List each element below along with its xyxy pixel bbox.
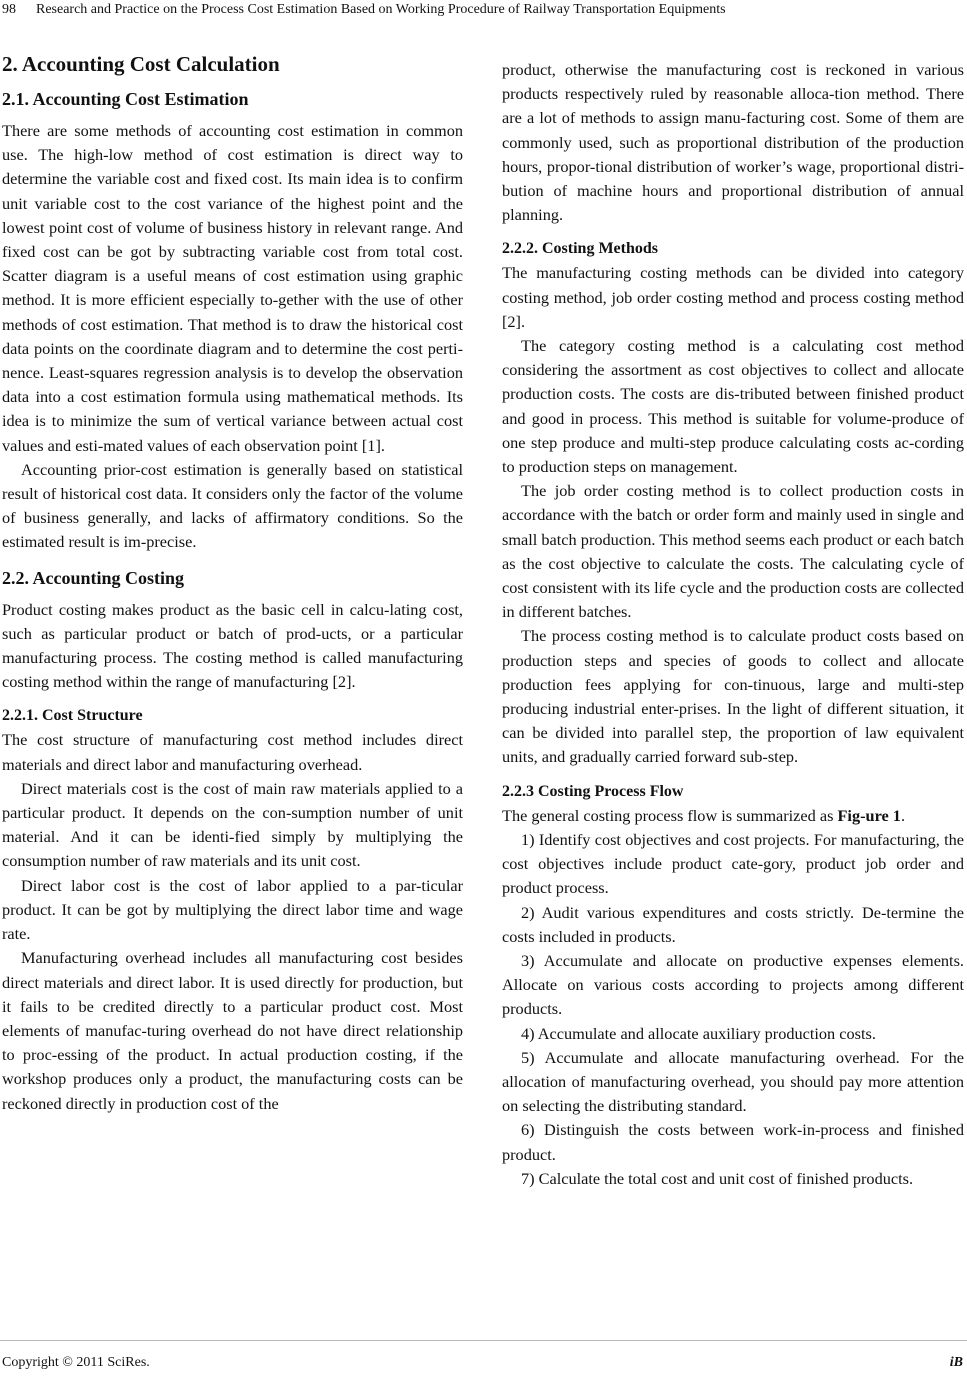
- footer-rule: [0, 1340, 967, 1341]
- copyright-notice: Copyright © 2011 SciRes.: [2, 1355, 150, 1370]
- paragraph: The cost structure of manufacturing cost method includes direct materials and direct labor and manufacturing overhead.: [2, 730, 463, 774]
- paragraph: Manufacturing overhead includes all manufacturing cost besides direct materials and direct labor. It is used directly for production, but it fails to be credited directly to a particular product cost. Most elements of manufac-turing overhead do not have direct relationship to proc-essing of the product. In actual production costing, if the workshop produces only a product, the manufacturing costs can be reckoned directly in production cost of the: [2, 948, 463, 1113]
- step-item: 4) Accumulate and allocate auxiliary production costs.: [521, 1023, 876, 1043]
- page-number: 98: [2, 2, 16, 17]
- section-heading-2-2-2: 2.2.2. Costing Methods: [502, 240, 659, 258]
- step-item: 7) Calculate the total cost and unit cost of finished products.: [521, 1168, 914, 1188]
- page-header: [0, 0, 967, 24]
- paragraph: There are some methods of accounting cost estimation in common use. The high-low method of cost estimation is direct way to determine the variable cost and fixed cost. Its main idea is to confirm unit variable cost to the cost variance of the highest point and the lowest point cost of volume of business history in relevant range. And fixed cost can be got by subtracting variable cost from total cost. Scatter diagram is a useful means of cost estimation using graphic method. It is more efficient especially to-gether with the use of other methods of cost estimation. That method is to draw the historical cost data points on the coordinate diagram and to determine the cost perti-nence. Least-squares regression analysis is to develop the observation data into a cost estimation formula using mathematical methods. Its idea is to minimize the sum of vertical variance between actual cost values and esti-mated values of each observation point [1].: [2, 121, 463, 455]
- paragraph: Direct materials cost is the cost of main raw materials applied to a particular product. It depends on the con-sumption number of unit material. And it can be identi-fied simply by multiplying the consumption number of raw materials and its unit cost.: [2, 778, 463, 871]
- running-title: Research and Practice on the Process Cost Estimation Based on Working Procedure of Railway Transportation Equipments: [36, 2, 726, 17]
- page-footer: [0, 1355, 967, 1379]
- step-item: 3) Accumulate and allocate on productive expenses elements. Allocate on various costs according to projects among different products.: [502, 950, 964, 1019]
- figure-reference-link[interactable]: Fig-ure 1: [837, 805, 901, 825]
- paragraph: Direct labor cost is the cost of labor applied to a par-ticular product. It can be got by multiplying the direct labor time and wage rate.: [2, 875, 463, 944]
- paragraph: Accounting prior-cost estimation is generally based on statistical result of historical cost data. It considers only the factor of the volume of business generally, and lacks of affirmatory conditions. So the estimated result is im-precise.: [2, 459, 463, 552]
- section-heading-2-2-3: 2.2.3 Costing Process Flow: [502, 782, 684, 800]
- paragraph: The category costing method is a calculating cost method considering the assortment as cost objectives to collect and allocate production costs. The costs are dis-tributed between finished product and good in process. This method is suitable for volume-produce of one step produce and multi-step produce calculating costs ac-cording to production steps on management.: [502, 336, 964, 477]
- step-item: 1) Identify cost objectives and cost projects. For manufacturing, the cost objectives include product cate-gory, product job order and product process.: [502, 829, 964, 898]
- paragraph: The job order costing method is to collect production costs in accordance with the batch or order form and mainly used in single and small batch production. This method seems each product or each batch as the cost objective to calculate the costs. The calculating cycle of cost consistent with its life cycle and the production costs are collected in different batches.: [502, 481, 964, 622]
- step-item: 5) Accumulate and allocate manufacturing overhead. For the allocation of manufacturing overhead, you should pay more attention on selecting the distributing standard.: [502, 1047, 964, 1116]
- paragraph-text: The general costing process flow is summarized as: [502, 805, 838, 825]
- section-heading-2-1: 2.1. Accounting Cost Estimation: [2, 89, 249, 109]
- paragraph-text: .: [900, 805, 906, 825]
- paragraph: product, otherwise the manufacturing cost is reckoned in various products respectively ruled by reasonable alloca-tion method. There are a lot of methods to assign manu-facturing cost. Some of them are commonly used, such as proportional distribution of the production hours, propor-tional distribution of worker’s wage, proportional distri-bution of machine hours and proportional distribution of annual planning.: [502, 60, 964, 225]
- paragraph: The process costing method is to calculate product costs based on production steps and species of goods to collect and allocate production fees applying for con-tinuous, large and multi-step producing industrial enter-prises. In the light of different situation, it can be divided into parallel step, the proportion of law equivalent units, and gradually carried forward sub-step.: [502, 626, 964, 767]
- step-item: 2) Audit various expenditures and costs strictly. De-termine the costs included in products.: [502, 902, 964, 946]
- journal-abbreviation: iB: [949, 1355, 963, 1370]
- paragraph: Product costing makes product as the basic cell in calcu-lating cost, such as particular product or batch of prod-ucts, or a particular manufacturing process. The costing method is called manufacturing costing method within the range of manufacturing [2].: [2, 599, 463, 692]
- paragraph: The manufacturing costing methods can be divided into category costing method, job order costing method and process costing method [2].: [502, 263, 964, 331]
- section-heading-2: 2. Accounting Cost Calculation: [2, 52, 280, 76]
- right-column: [502, 58, 964, 1191]
- paragraph: [502, 804, 964, 828]
- section-heading-2-2-1: 2.2.1. Cost Structure: [2, 707, 143, 725]
- section-heading-2-2: 2.2. Accounting Costing: [2, 567, 185, 588]
- step-item: 6) Distinguish the costs between work-in-process and finished product.: [502, 1120, 964, 1164]
- left-column: [2, 50, 463, 1116]
